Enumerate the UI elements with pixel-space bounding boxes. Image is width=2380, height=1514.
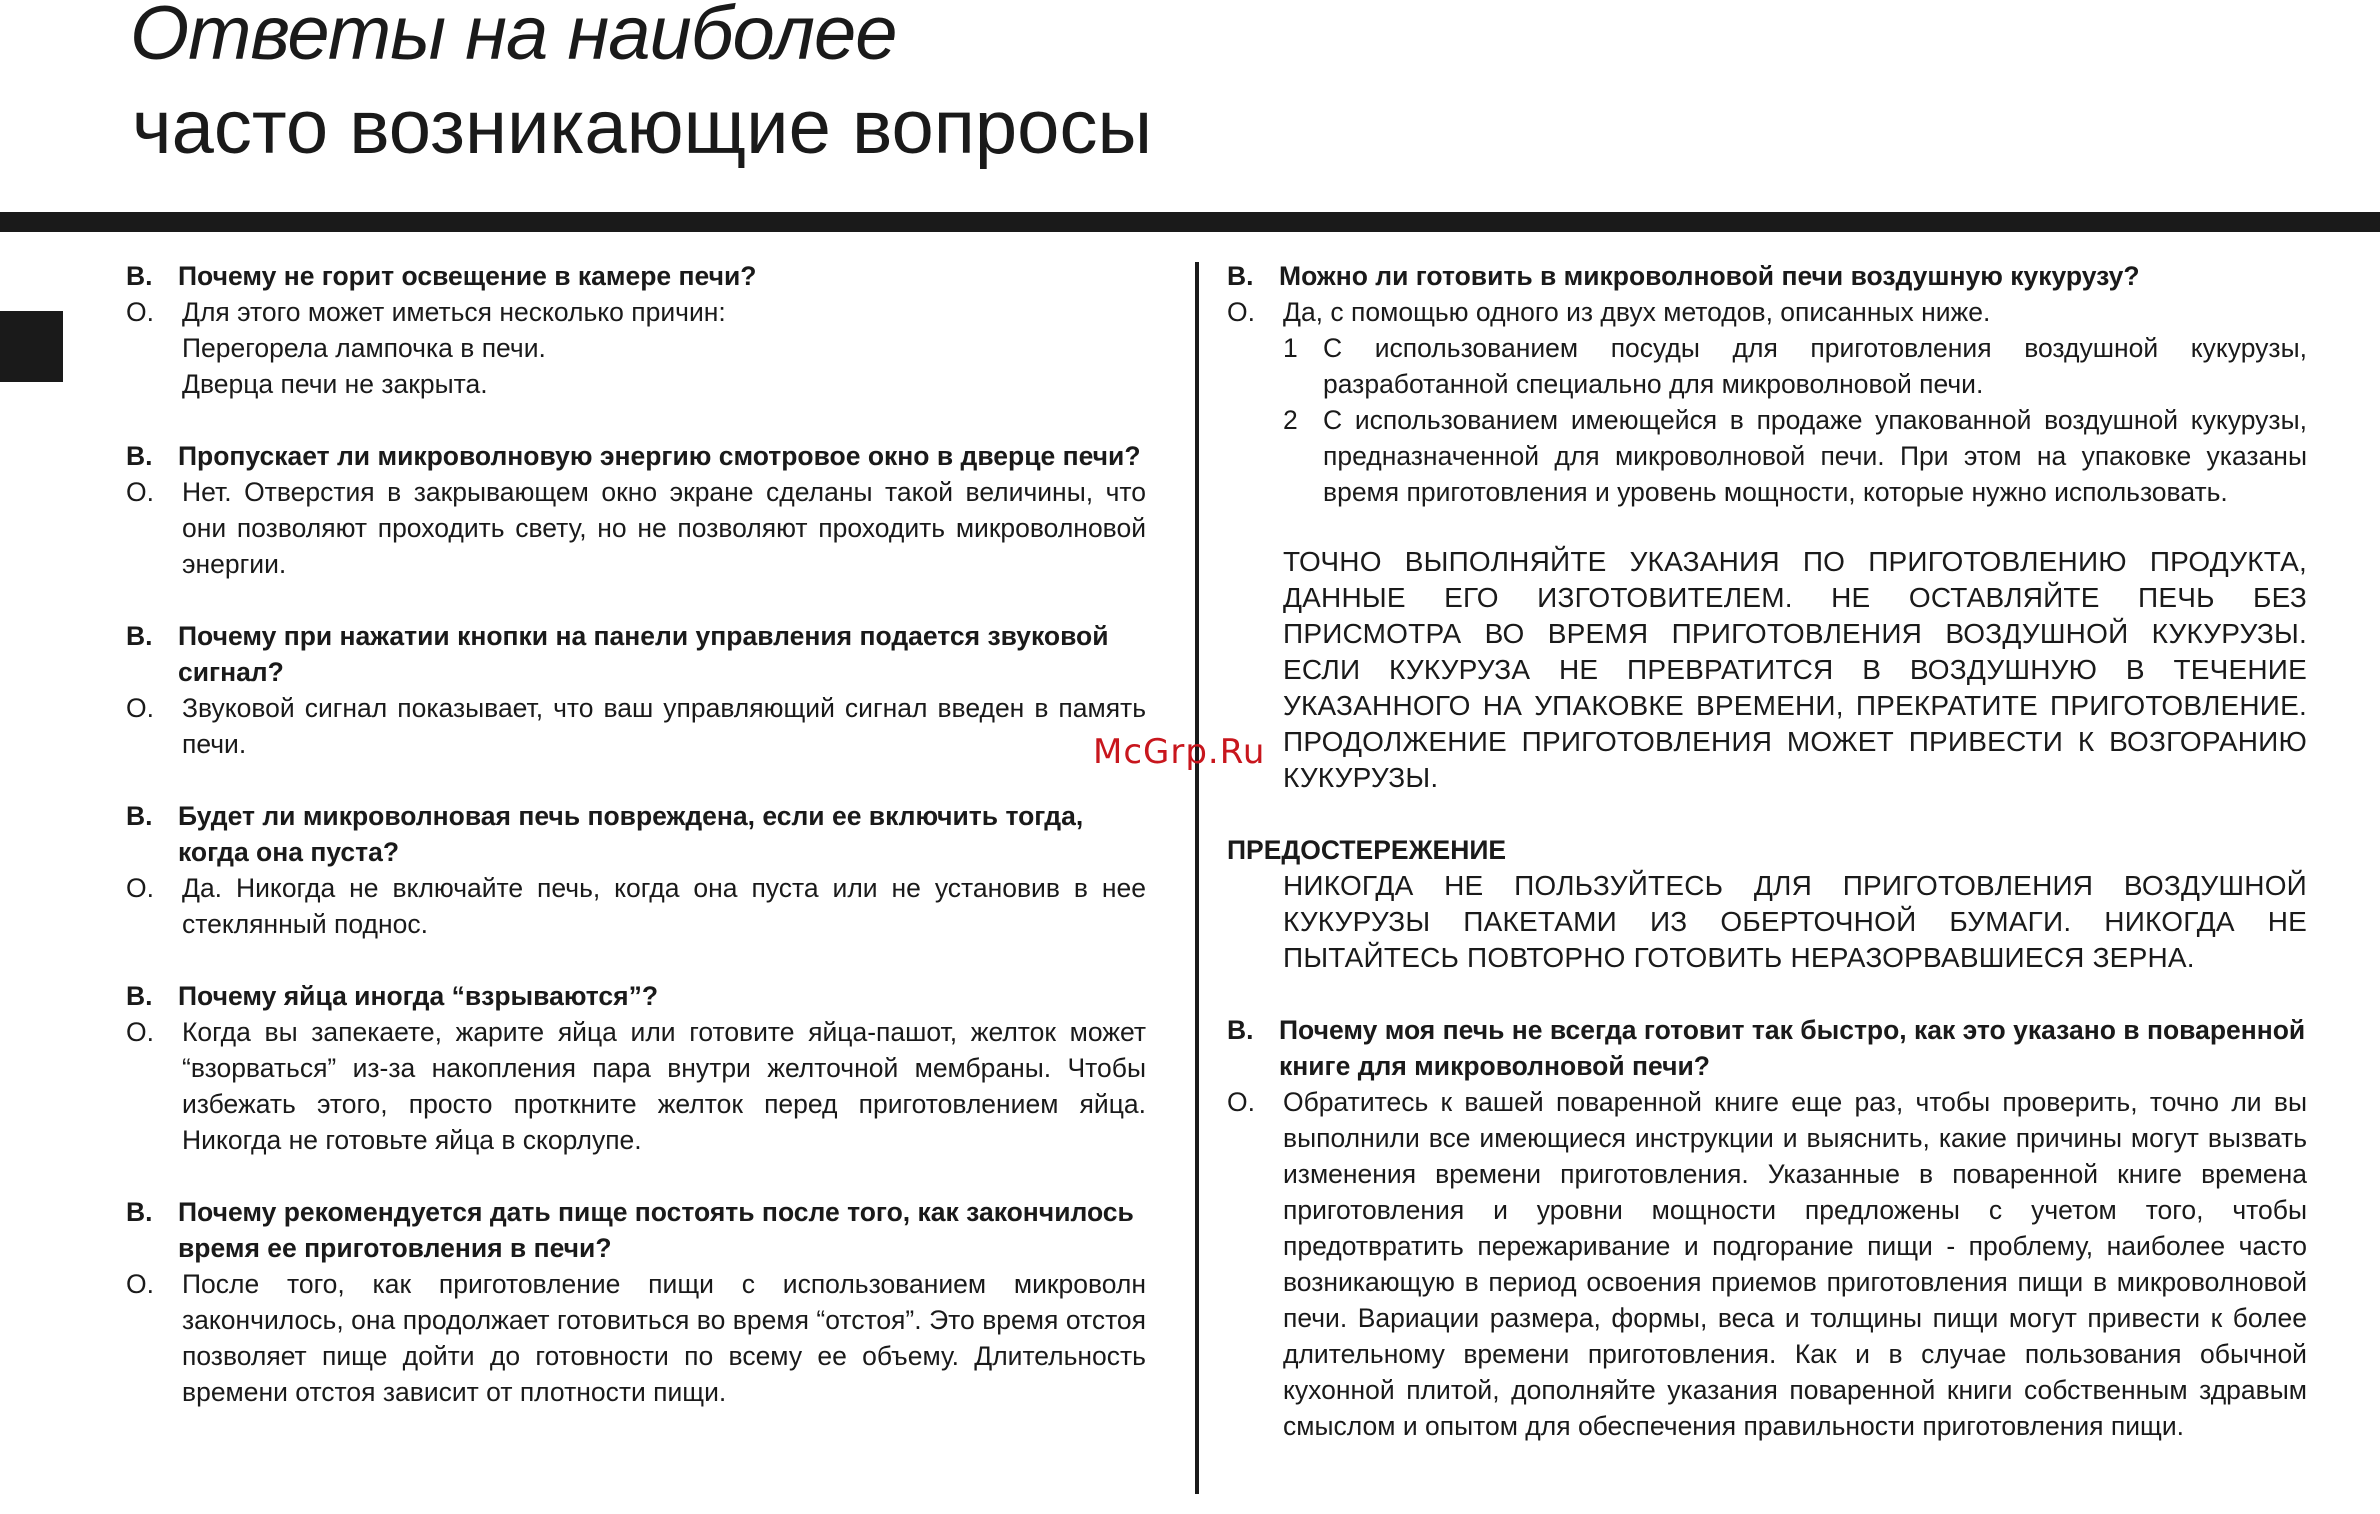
question-marker: В.	[126, 621, 153, 651]
warning-block	[1227, 832, 2307, 976]
warning-text: НИКОГДА НЕ ПОЛЬЗУЙТЕСЬ ДЛЯ ПРИГОТОВЛЕНИЯ ВОЗДУШНОЙ КУКУРУЗЫ ПАКЕТАМИ ИЗ ОБЕРТОЧНОЙ БУМАГИ. НИКОГДА НЕ ПЫТАЙТЕСЬ ПОВТОРНО ГОТОВИТЬ НЕРАЗОРВАВШИЕСЯ ЗЕРНА.	[1283, 870, 2307, 973]
list-item	[1283, 330, 2307, 402]
side-section-tab	[0, 311, 63, 382]
answer-marker: О.	[1227, 297, 1255, 327]
list-item-number: 2	[1283, 405, 1298, 435]
answer-line: Для этого может иметься несколько причин:	[182, 297, 726, 327]
list-item-text: С использованием посуды для приготовления воздушной кукурузы, разработанной специально для микроволновой печи.	[1323, 333, 2307, 399]
page-title-line2: часто возникающие вопросы	[132, 85, 1153, 170]
question-marker: В.	[1227, 1015, 1254, 1045]
answer-text: Да. Никогда не включайте печь, когда она пуста или не установив в нее стеклянный поднос.	[182, 873, 1146, 939]
question-text: Можно ли готовить в микроволновой печи воздушную кукурузу?	[1279, 261, 2140, 291]
answer-text: Обратитесь к вашей поваренной книге еще раз, чтобы проверить, точно ли вы выполнили все имеющиеся инструкции и выяснить, какие причины могут вызвать изменения времени приготовления. Указанные в поваренной книге времена приготовления и уровни мощности предложены с учетом того, чтобы предотвратить пережаривание и подгорание пищи - проблему, наиболее часто возникающую в период освоения приемов приготовления пищи в микроволновой печи. Вариации размера, формы, веса и толщины пищи могут привести к более длительному времени приготовления. Как и в случае пользования обычной кухонной плитой, дополняйте указания поваренной книги собственным здравым смыслом и опытом для обеспечения правильности приготовления пищи.	[1283, 1087, 2307, 1441]
answer	[126, 1266, 1146, 1410]
question-text: Почему рекомендуется дать пище постоять после того, как закончилось время ее приготовления в печи?	[178, 1197, 1134, 1263]
question-marker: В.	[126, 801, 153, 831]
answer-line: Перегорела лампочка в печи.	[182, 333, 546, 363]
question	[126, 258, 1146, 294]
faq-item-window	[126, 438, 1146, 582]
question	[1227, 258, 2307, 294]
question-marker: В.	[126, 1197, 153, 1227]
header-divider-bar	[0, 212, 2380, 232]
faq-item-popcorn	[1227, 258, 2307, 510]
list-item	[1283, 402, 2307, 510]
question-marker: В.	[126, 441, 153, 471]
warning-title: ПРЕДОСТЕРЕЖЕНИЕ	[1227, 835, 1507, 865]
answer-text: Когда вы запекаете, жарите яйца или готовите яйца-пашот, желток может “взорваться” из-за накопления пара внутри желточной мембраны. Чтобы избежать этого, просто проткните желток перед приготовлением яйца. Никогда не готовьте яйца в скорлупе.	[182, 1017, 1146, 1155]
faq-item-beep	[126, 618, 1146, 762]
question-text: Почему моя печь не всегда готовит так быстро, как это указано в поваренной книге для микроволновой печи?	[1279, 1015, 2306, 1081]
question	[126, 978, 1146, 1014]
answer	[126, 1014, 1146, 1158]
question-text: Пропускает ли микроволновую энергию смотровое окно в дверце печи?	[178, 441, 1141, 471]
answer-marker: О.	[1227, 1087, 1255, 1117]
answer	[126, 870, 1146, 942]
answer-marker: О.	[126, 297, 154, 327]
watermark: McGrp.Ru	[1093, 732, 1266, 772]
right-column	[1227, 258, 2307, 1480]
answer-line: Дверца печи не закрыта.	[182, 369, 488, 399]
method-list	[1283, 330, 2307, 510]
answer-text: Звуковой сигнал показывает, что ваш управляющий сигнал введен в память печи.	[182, 693, 1146, 759]
question	[126, 1194, 1146, 1266]
question-marker: В.	[126, 261, 153, 291]
answer-marker: О.	[126, 873, 154, 903]
answer	[126, 690, 1146, 762]
question-text: Почему не горит освещение в камере печи?	[178, 261, 757, 291]
faq-item-light	[126, 258, 1146, 402]
answer-marker: О.	[126, 1017, 154, 1047]
question	[126, 438, 1146, 474]
question-marker: В.	[126, 981, 153, 1011]
answer	[126, 294, 1146, 402]
question-text: Будет ли микроволновая печь повреждена, если ее включить тогда, когда она пуста?	[178, 801, 1084, 867]
answer	[1227, 294, 2307, 330]
faq-item-cookbook	[1227, 1012, 2307, 1444]
question	[126, 798, 1146, 870]
column-divider	[1195, 262, 1199, 1494]
faq-item-eggs	[126, 978, 1146, 1158]
question-text: Почему яйца иногда “взрываются”?	[178, 981, 659, 1011]
question	[126, 618, 1146, 690]
question	[1227, 1012, 2307, 1084]
list-item-text: С использованием имеющейся в продаже упакованной воздушной кукурузы, предназначенной для микроволновой печи. При этом на упаковке указаны время приготовления и уровень мощности, которые нужно использовать.	[1323, 405, 2307, 507]
answer-marker: О.	[126, 693, 154, 723]
answer-marker: О.	[126, 477, 154, 507]
answer-text: Нет. Отверстия в закрывающем окно экране сделаны такой величины, что они позволяют проходить свету, но не позволяют проходить микроволновой энергии.	[182, 477, 1146, 579]
answer-text: Да, с помощью одного из двух методов, описанных ниже.	[1283, 297, 1991, 327]
popcorn-caution-note: ТОЧНО ВЫПОЛНЯЙТЕ УКАЗАНИЯ ПО ПРИГОТОВЛЕНИЮ ПРОДУКТА, ДАННЫЕ ЕГО ИЗГОТОВИТЕЛЕМ. НЕ ОСТАВЛЯЙТЕ ПЕЧЬ БЕЗ ПРИСМОТРА ВО ВРЕМЯ ПРИГОТОВЛЕНИЯ ВОЗДУШНОЙ КУКУРУЗЫ. ЕСЛИ КУКУРУЗА НЕ ПРЕВРАТИТСЯ В ВОЗДУШНУЮ В ТЕЧЕНИЕ УКАЗАННОГО НА УПАКОВКЕ ВРЕМЕНИ, ПРЕКРАТИТЕ ПРИГОТОВЛЕНИЕ. ПРОДОЛЖЕНИЕ ПРИГОТОВЛЕНИЯ МОЖЕТ ПРИВЕСТИ К ВОЗГОРАНИЮ КУКУРУЗЫ.	[1283, 546, 2307, 793]
answer-text: После того, как приготовление пищи с использованием микроволн закончилось, она продолжает готовиться во время “отстоя”. Это время отстоя позволяет пище дойти до готовности по всему ее объему. Длительность времени отстоя зависит от плотности пищи.	[182, 1269, 1146, 1407]
answer-marker: О.	[126, 1269, 154, 1299]
list-item-number: 1	[1283, 333, 1298, 363]
page-title-line1: Ответы на наиболее	[130, 0, 897, 76]
left-column	[126, 258, 1146, 1446]
answer	[126, 474, 1146, 582]
question-marker: В.	[1227, 261, 1254, 291]
question-text: Почему при нажатии кнопки на панели управления подается звуковой сигнал?	[178, 621, 1109, 687]
faq-item-standing	[126, 1194, 1146, 1410]
faq-item-empty	[126, 798, 1146, 942]
answer	[1227, 1084, 2307, 1444]
